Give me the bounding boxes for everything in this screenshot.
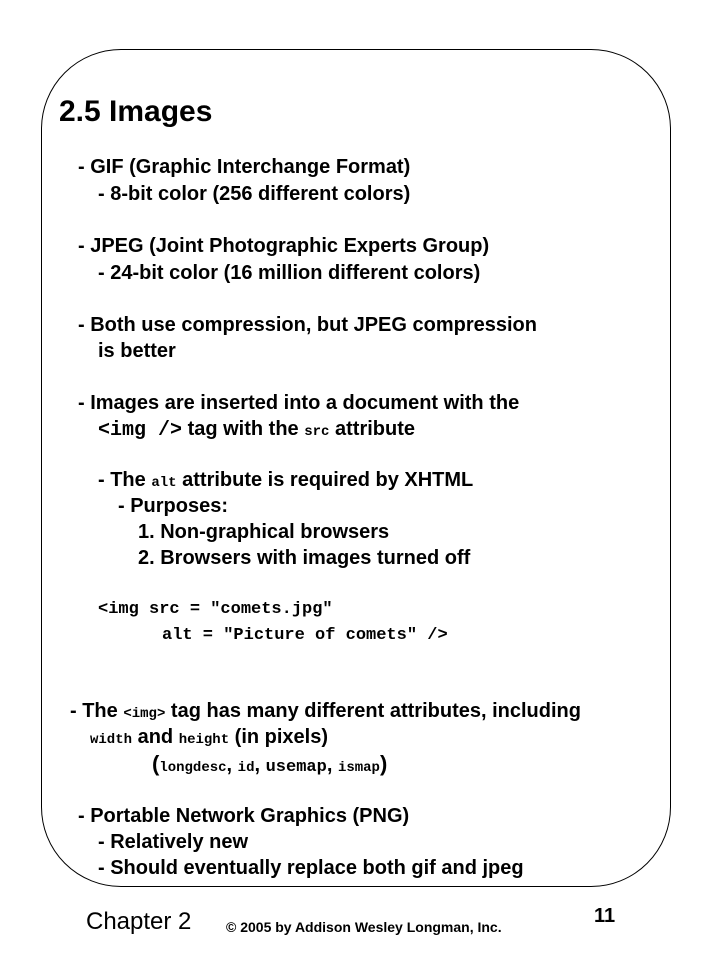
jpeg-detail: - 24-bit color (16 million different colors) <box>98 262 481 284</box>
text-the-2: - The <box>70 700 124 722</box>
gif-item: - GIF (Graphic Interchange Format) <box>78 156 411 178</box>
comma-1: , <box>226 754 238 776</box>
text-tag-with-the: tag with the <box>182 418 305 440</box>
usemap-code: usemap <box>265 758 327 777</box>
code-line-2: alt = "Picture of comets" /> <box>162 626 448 645</box>
insert-line-1: - Images are inserted into a document with the <box>78 392 520 414</box>
src-code: src <box>304 424 330 440</box>
img-attributes-line <box>70 699 581 726</box>
purpose-item-2: 2. Browsers with images turned off <box>138 547 471 569</box>
height-code: height <box>178 732 230 748</box>
comma-2: , <box>254 754 266 776</box>
purpose-item-1: 1. Non-graphical browsers <box>138 521 390 543</box>
text-attribute: attribute <box>329 418 416 440</box>
longdesc-code: longdesc <box>159 760 227 776</box>
alt-line <box>98 468 473 495</box>
slide-title: 2.5 Images <box>59 95 213 128</box>
compression-line-1: - Both use compression, but JPEG compression <box>78 314 537 336</box>
text-in-pixels: (in pixels) <box>229 726 329 748</box>
code-line-1: <img src = "comets.jpg" <box>98 600 333 619</box>
ismap-code: ismap <box>337 760 380 776</box>
width-height-line <box>90 725 328 752</box>
png-detail-1: - Relatively new <box>98 831 249 853</box>
id-code: id <box>237 760 255 776</box>
png-item: - Portable Network Graphics (PNG) <box>78 805 410 827</box>
text-alt-required: attribute is required by XHTML <box>176 469 474 491</box>
footer-chapter: Chapter 2 <box>86 908 192 935</box>
other-attributes-line <box>152 752 387 780</box>
text-the: - The <box>98 469 152 491</box>
page-number: 11 <box>594 905 616 927</box>
paren-close: ) <box>379 751 388 776</box>
jpeg-item: - JPEG (Joint Photographic Experts Group) <box>78 235 490 257</box>
png-detail-2: - Should eventually replace both gif and jpeg <box>98 857 524 879</box>
img-tag-code: <img /> <box>98 419 183 442</box>
alt-code: alt <box>151 475 177 491</box>
insert-line-2 <box>98 417 415 444</box>
comma-3: , <box>326 754 338 776</box>
text-many-attributes: tag has many different attributes, including <box>165 700 581 722</box>
img-tag-code-2: <img> <box>123 706 166 722</box>
text-and: and <box>132 726 179 748</box>
paren-open: ( <box>152 751 160 776</box>
width-code: width <box>90 732 133 748</box>
purposes-label: - Purposes: <box>118 495 229 517</box>
compression-line-2: is better <box>98 340 176 362</box>
gif-detail: - 8-bit color (256 different colors) <box>98 183 411 205</box>
footer-copyright: © 2005 by Addison Wesley Longman, Inc. <box>226 919 502 935</box>
